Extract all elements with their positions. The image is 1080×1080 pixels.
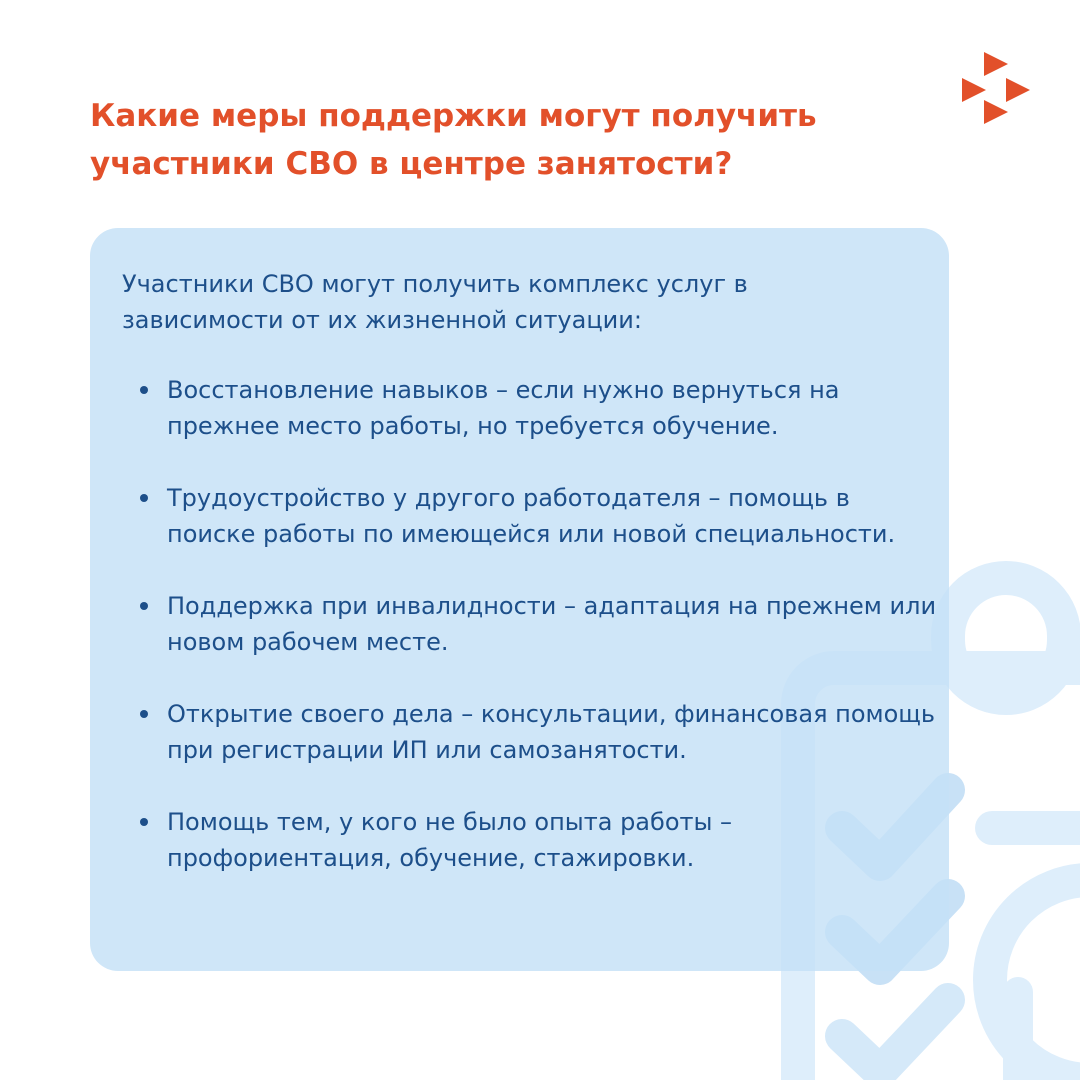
support-measures-list — [138, 372, 938, 912]
list-item: Открытие своего дела – консультации, финансовая помощь при регистрации ИП или самозанятости. — [138, 696, 938, 768]
list-item: Помощь тем, у кого не было опыта работы – профориентация, обучение, стажировки. — [138, 804, 938, 876]
list-item: Трудоустройство у другого работодателя – помощь в поиске работы по имеющейся или новой специальности. — [138, 480, 938, 552]
page-title: Какие меры поддержки могут получить участники СВО в центре занятости? — [90, 98, 817, 182]
card-intro: Участники СВО могут получить комплекс услуг в зависимости от их жизненной ситуации: — [122, 270, 748, 334]
play-triangles-logo — [962, 52, 1030, 124]
list-item: Восстановление навыков – если нужно вернуться на прежнее место работы, но требуется обучение. — [138, 372, 938, 444]
list-item: Поддержка при инвалидности – адаптация на прежнем или новом рабочем месте. — [138, 588, 938, 660]
